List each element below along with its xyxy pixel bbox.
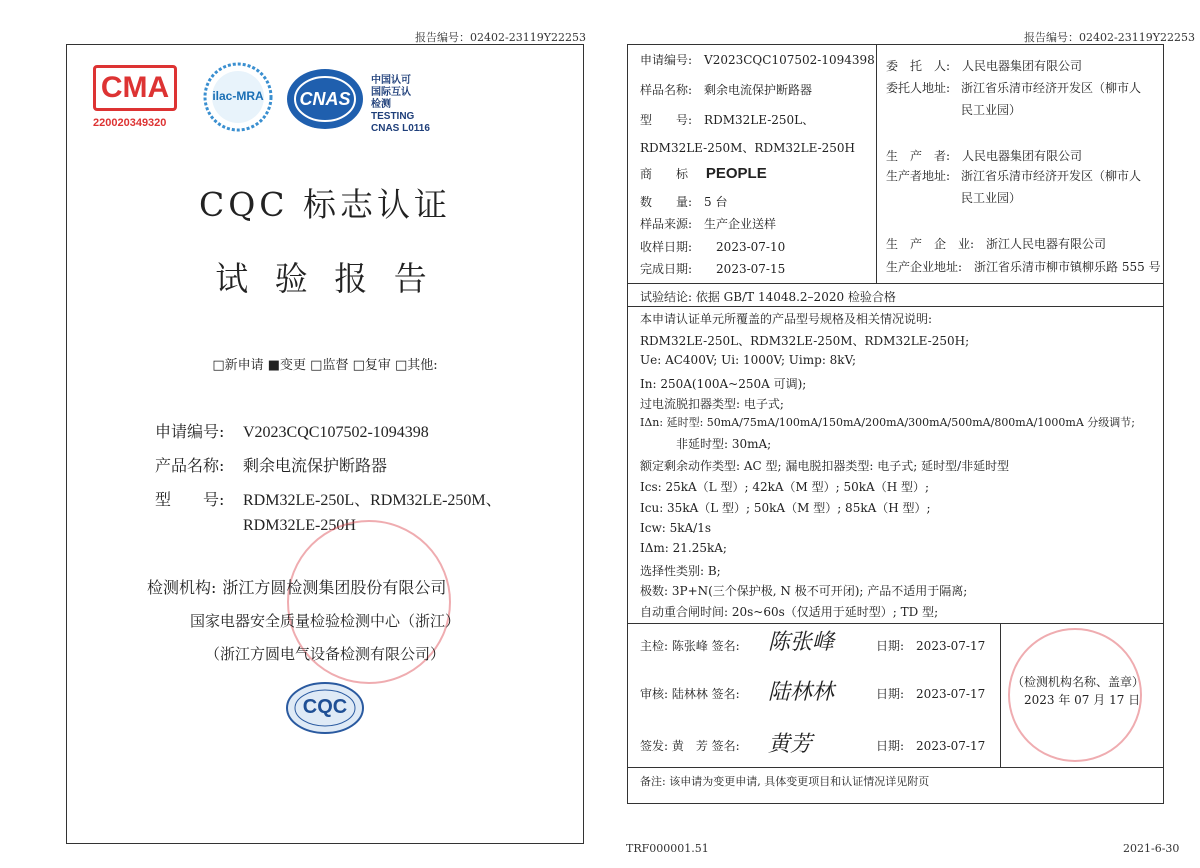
- application-type-options: □新申请 ■变更 □监督 □复审 □其他:: [212, 358, 438, 373]
- spec-line: Icw: 5kA/1s: [640, 521, 711, 535]
- spec-line: 非延时型: 30mA;: [640, 437, 772, 451]
- client: 委 托 人: 人民电器集团有限公司: [886, 59, 1083, 73]
- cnas-logo: CNAS 中国认可 国际互认 检测 TESTING CNAS L0116: [285, 63, 475, 135]
- spec-line: 选择性类别: B;: [640, 564, 721, 578]
- report-detail-page: [627, 44, 1164, 804]
- factory-address: 生产企业地址: 浙江省乐清市柳市镇柳乐路 555 号: [886, 260, 1161, 274]
- completed-date: 完成日期: 2023-07-15: [640, 262, 786, 276]
- producer-address-2: 民工业园）: [961, 191, 1022, 205]
- brand-name: PEOPLE: [705, 165, 767, 182]
- spec-line: RDM32LE-250L、RDM32LE-250M、RDM32LE-250H;: [640, 334, 970, 348]
- report-title-test: 试 验 报 告: [215, 259, 435, 298]
- cqc-logo: CQC: [285, 681, 365, 735]
- spec-line: IΔm: 21.25kA;: [640, 541, 727, 555]
- seal-caption: （检测机构名称、盖章）: [1012, 675, 1145, 689]
- spec-line: 本申请认证单元所覆盖的产品型号规格及相关情况说明:: [640, 312, 933, 326]
- factory: 生 产 企 业: 浙江人民电器有限公司: [886, 237, 1107, 251]
- report-title-cqc: CQC 标志认证: [198, 185, 452, 224]
- seal-date: 2023 年 07 月 17 日: [1024, 693, 1141, 707]
- quantity: 数 量: 5 台: [640, 195, 728, 209]
- spec-line: 过电流脱扣器类型: 电子式;: [640, 397, 784, 411]
- issuer-signature: 黄芳: [768, 732, 813, 757]
- inspector-signature: 陈张峰: [768, 630, 835, 655]
- producer-address: 浙江省乐清市经济开发区（柳市人: [961, 169, 1142, 183]
- test-conclusion: 试验结论: 依据 GB/T 14048.2–2020 检验合格: [640, 290, 896, 304]
- received-date: 收样日期: 2023-07-10: [640, 240, 786, 254]
- report-number-left: 报告编号：02402-23119Y22253: [415, 31, 586, 44]
- client-address-label: 委托人地址:: [886, 81, 951, 95]
- cover-page: [66, 44, 584, 844]
- model: 型 号: RDM32LE-250L、: [640, 113, 815, 127]
- issuer-date: 日期: 2023-07-17: [876, 739, 986, 753]
- lab-line-2: 国家电器安全质量检验检测中心（浙江）: [189, 612, 460, 630]
- brand-row: 商 标 PEOPLE: [640, 165, 767, 182]
- spec-line: Ics: 25kA（L 型）; 42kA（M 型）; 50kA（H 型）;: [640, 480, 930, 494]
- lab-row: 检测机构: 浙江方圆检测集团股份有限公司: [147, 578, 447, 597]
- form-code: TRF000001.51: [626, 842, 709, 855]
- spec-line: Ue: AC400V; Ui: 1000V; Uimp: 8kV;: [640, 353, 857, 367]
- model-continued: RDM32LE-250M、RDM32LE-250H: [640, 141, 855, 155]
- client-address-2: 民工业园）: [961, 103, 1022, 117]
- form-date: 2021-6-30: [1123, 842, 1180, 855]
- model-row-2: RDM32LE-250H: [243, 517, 356, 534]
- application-number-row: 申请编号: V2023CQC107502-1094398: [155, 422, 429, 441]
- inspector-date: 日期: 2023-07-17: [876, 639, 986, 653]
- issuer-label: 签发: 黄 芳 签名:: [640, 739, 740, 753]
- reviewer-label: 审核: 陆林林 签名:: [640, 687, 740, 701]
- reviewer-date: 日期: 2023-07-17: [876, 687, 986, 701]
- app-number: 申请编号: V2023CQC107502-1094398: [640, 53, 875, 67]
- model-row: 型 号: RDM32LE-250L、RDM32LE-250M、: [155, 490, 502, 509]
- lab-line-3: （浙江方圆电气设备检测有限公司）: [204, 645, 445, 663]
- reviewer-signature: 陆林林: [768, 680, 835, 705]
- spec-line: 自动重合闸时间: 20s~60s（仅适用于延时型）; TD 型;: [640, 605, 939, 619]
- spec-line: IΔn: 延时型: 50mA/75mA/100mA/150mA/200mA/300mA/500mA/800mA/1000mA 分级调节;: [640, 416, 1135, 429]
- inspector-label: 主检: 陈张峰 签名:: [640, 639, 740, 653]
- cma-logo: CMA 220020349320: [93, 65, 183, 135]
- producer: 生 产 者: 人民电器集团有限公司: [886, 149, 1083, 163]
- remarks: 备注: 该申请为变更申请, 具体变更项目和认证情况详见附页: [640, 775, 930, 788]
- ilac-mra-logo: ilac-MRA: [202, 61, 274, 133]
- sample-name: 样品名称: 剩余电流保护断路器: [640, 83, 813, 97]
- product-name-row: 产品名称: 剩余电流保护断路器: [155, 456, 388, 475]
- spec-line: Icu: 35kA（L 型）; 50kA（M 型）; 85kA（H 型）;: [640, 501, 931, 515]
- report-number-right: 报告编号：02402-23119Y22253: [1024, 31, 1195, 44]
- client-address: 浙江省乐清市经济开发区（柳市人: [961, 81, 1142, 95]
- spec-line: 极数: 3P+N(三个保护极, N 极不可开闭); 产品不适用于隔离;: [640, 584, 968, 598]
- spec-line: 额定剩余动作类型: AC 型; 漏电脱扣器类型: 电子式; 延时型/非延时型: [640, 459, 1010, 473]
- spec-line: In: 250A(100A~250A 可调);: [640, 377, 807, 391]
- sample-source: 样品来源: 生产企业送样: [640, 217, 777, 231]
- producer-address-label: 生产者地址:: [886, 169, 951, 183]
